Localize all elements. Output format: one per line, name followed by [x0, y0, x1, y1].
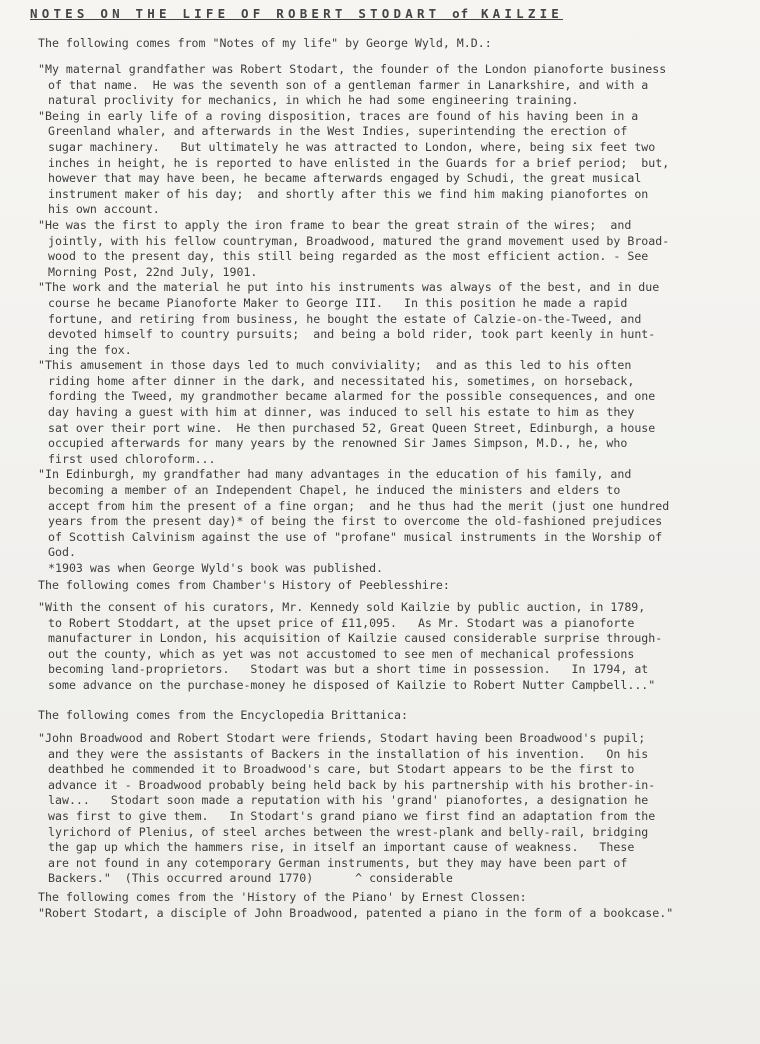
text-line: occupied afterwards for many years by the renowned Sir James Simpson, M.D., he, who	[48, 436, 628, 451]
title-of: of	[452, 6, 470, 21]
text-line: however that may have been, he became afterwards engaged by Schudi, the great musical	[48, 171, 642, 186]
text-line: God.	[48, 545, 76, 560]
text-line: Backers." (This occurred around 1770) ^ considerable	[48, 871, 453, 886]
text-line: advance it - Broadwood probably being held back by his partnership with his brother-in-	[48, 777, 656, 792]
text-line: "Robert Stodart, a disciple of John Broadwood, patented a piano in the form of a bookcase."	[38, 906, 674, 920]
text-line: accept from him the present of a fine organ; and he thus had the merit (just one hundred	[48, 498, 670, 513]
text-line: lyrichord of Plenius, of steel arches between the wrest-plank and belly-rail, bridging	[48, 824, 649, 839]
text-line: riding home after dinner in the dark, and necessitated his, sometimes, on horseback,	[48, 373, 635, 388]
text-line: law... Stodart soon made a reputation with his 'grand' pianofortes, a designation he	[48, 793, 649, 808]
quote-wyld	[38, 62, 754, 577]
text-line: becoming a member of an Independent Chapel, he induced the ministers and elders to	[48, 483, 621, 498]
text-line: wood to the present day, this still being regarded as the most efficient action. - See	[48, 249, 649, 264]
text-line: sugar machinery. But ultimately he was attracted to London, where, being six feet two	[48, 139, 656, 154]
title-place: KAILZIE	[480, 6, 564, 21]
text-line: jointly, with his fellow countryman, Broadwood, matured the grand movement used by Broad-	[48, 233, 670, 248]
text-line: "With the consent of his curators, Mr. Kennedy sold Kailzie by public auction, in 1789,	[38, 600, 646, 614]
text-line: of that name. He was the seventh son of a gentleman farmer in Lanarkshire, and with a	[48, 77, 649, 92]
quote-chambers	[38, 600, 754, 694]
text-line: "John Broadwood and Robert Stodart were friends, Stodart having been Broadwood's pupil;	[38, 731, 646, 745]
text-line: some advance on the purchase-money he disposed of Kailzie to Robert Nutter Campbell..."	[48, 677, 656, 692]
intro-clossen: The following comes from the 'History of the Piano' by Ernest Clossen:	[38, 890, 527, 904]
text-line: becoming land-proprietors. Stodart was but a short time in possession. In 1794, at	[48, 662, 649, 677]
text-line: course he became Pianoforte Maker to George III. In this position he made a rapid	[48, 295, 628, 310]
text-line: out the county, which as yet was not accustomed to see men of mechanical professions	[48, 646, 635, 661]
text-line: instrument maker of his day; and shortly after this we find him making pianofortes on	[48, 186, 649, 201]
text-line: and they were the assistants of Backers in the installation of his invention. On his	[48, 746, 649, 761]
text-line: was first to give them. In Stodart's grand piano we first find an adaptation from the	[48, 808, 656, 823]
text-line: "This amusement in those days led to much conviviality; and as this led to his often	[38, 358, 632, 373]
document-title	[30, 6, 563, 21]
text-line: to Robert Stoddart, at the upset price of £11,095. As Mr. Stodart was a pianoforte	[48, 615, 635, 630]
quote-britannica	[38, 731, 754, 887]
text-line: sat over their port wine. He then purchased 52, Great Queen Street, Edinburgh, a house	[48, 420, 656, 435]
text-line: the gap up which the hammers rise, in itself an important cause of weakness. These	[48, 840, 635, 855]
text-line: Morning Post, 22nd July, 1901.	[48, 264, 258, 279]
text-line: devoted himself to country pursuits; and being a bold rider, took part keenly in hunt-	[48, 327, 656, 342]
text-line: years from the present day)* of being the first to overcome the old-fashioned prejudices	[48, 514, 663, 529]
intro-wyld: The following comes from "Notes of my life" by George Wyld, M.D.:	[38, 36, 492, 50]
text-line: "My maternal grandfather was Robert Stodart, the founder of the London pianoforte business	[38, 62, 667, 76]
text-line: "Being in early life of a roving disposition, traces are found of his having been in a	[38, 108, 639, 123]
text-line: are not found in any cotemporary German instruments, but they may have been part of	[48, 855, 628, 870]
text-line: "He was the first to apply the iron frame to bear the great strain of the wires; and	[38, 217, 632, 232]
text-line: natural proclivity for mechanics, in which he had some engineering training.	[48, 93, 579, 108]
intro-chambers: The following comes from Chamber's History of Peeblesshire:	[38, 578, 450, 592]
text-line: "In Edinburgh, my grandfather had many advantages in the education of his family, and	[38, 467, 632, 482]
text-line: first used chloroform...	[48, 451, 216, 466]
text-line: inches in height, he is reported to have enlisted in the Guards for a brief period; but,	[48, 155, 670, 170]
text-line: his own account.	[48, 202, 160, 217]
text-line: *1903 was when George Wyld's book was published.	[48, 561, 384, 575]
intro-britannica: The following comes from the Encyclopedia Brittanica:	[38, 708, 408, 722]
text-line: manufacturer in London, his acquisition of Kailzie caused considerable surprise through-	[48, 631, 663, 646]
text-line: of Scottish Calvinism against the use of "profane" musical instruments in the Worship of	[48, 529, 663, 544]
text-line: Greenland whaler, and afterwards in the West Indies, superintending the erection of	[48, 124, 628, 139]
text-line: fortune, and retiring from business, he bought the estate of Calzie-on-the-Tweed, and	[48, 311, 642, 326]
text-line: deathbed he commended it to Broadwood's care, but Stodart appears to be the first to	[48, 762, 635, 777]
text-line: fording the Tweed, my grandmother became alarmed for the possible consequences, and one	[48, 389, 656, 404]
text-line: ing the fox.	[48, 342, 132, 357]
text-line: "The work and the material he put into his instruments was always of the best, and in due	[38, 280, 660, 295]
text-line: day having a guest with him at dinner, was induced to sell his estate to him as they	[48, 405, 635, 420]
quote-clossen	[38, 906, 754, 922]
title-main: NOTES ON THE LIFE OF ROBERT STODART	[30, 6, 441, 21]
